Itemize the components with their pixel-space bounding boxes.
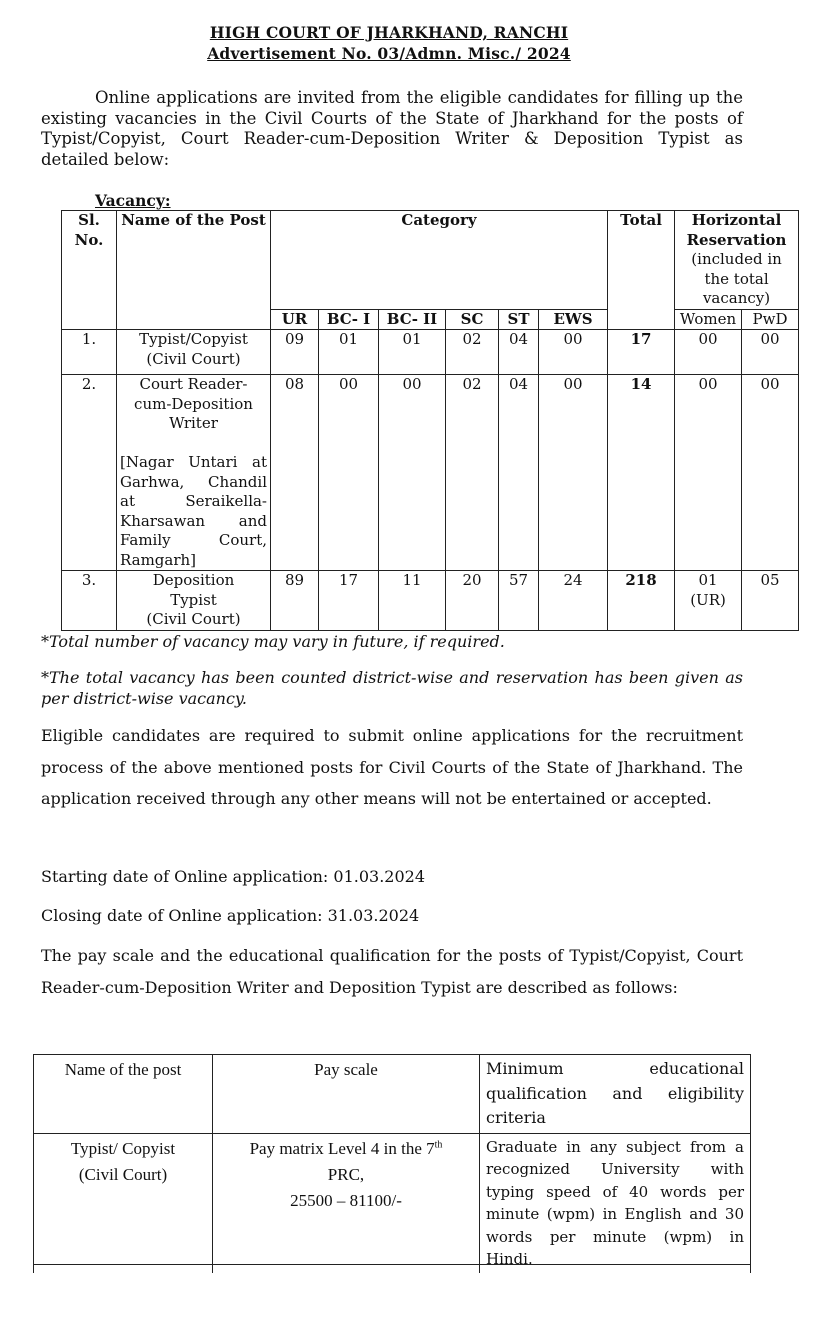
header-total: Total: [608, 211, 675, 330]
pay-scale-table: [33, 1054, 751, 1273]
header-post-name: Name of the Post: [117, 211, 271, 330]
cell-bc2: 11: [379, 571, 446, 631]
post-note-text: [Nagar Untari at Garhwa, Chandil at Seraikella-Kharsawan and Family Court,: [120, 453, 267, 549]
cell-ur: 09: [271, 330, 319, 375]
header-pwd: PwD: [742, 309, 799, 330]
pay-scale-range: 25500 – 81100/-: [290, 1190, 402, 1210]
post-note-last: Ramgarh]: [120, 550, 197, 569]
post-line: Typist: [170, 590, 217, 609]
cell-pwd: 05: [742, 571, 799, 631]
pay-scale-line: Pay matrix Level 4 in the 7: [249, 1138, 435, 1158]
table-row: [62, 375, 799, 571]
eligibility-paragraph: Eligible candidates are required to submit online applications for the recruitment process of the above mentioned posts for Civil Courts of the State of Jharkhand. The application received through any other means will not be entertained or accepted.: [41, 726, 743, 808]
table-row: [34, 1133, 751, 1273]
horizontal-reservation-title: Horizontal Reservation: [686, 211, 787, 249]
court-title: HIGH COURT OF JHARKHAND, RANCHI: [209, 23, 569, 42]
cell-pwd: 00: [742, 375, 799, 571]
header-category: Category: [271, 211, 608, 310]
vacancy-label: Vacancy:: [95, 191, 171, 210]
cell-bc1: 00: [319, 375, 379, 571]
header-sl-no: Sl. No.: [62, 211, 117, 330]
start-date: Starting date of Online application: 01.03.2024: [41, 867, 426, 886]
cell-total: 17: [608, 330, 675, 375]
cell-women: 00: [675, 330, 742, 375]
cell-bc2: 00: [379, 375, 446, 571]
pay-row-criteria: Graduate in any subject from a recognized University with typing speed of 40 words per minute (wpm) in English and 30 words per minute (wpm) in Hindi.: [480, 1133, 751, 1273]
row-sl: 1.: [62, 330, 117, 375]
category-bc2: BC- II: [379, 309, 446, 330]
post-line: Typist/Copyist: [139, 330, 248, 348]
row-sl: 2.: [62, 375, 117, 571]
cell-ur: 89: [271, 571, 319, 631]
pay-header-row: [34, 1055, 751, 1134]
table-row: [62, 330, 799, 375]
cell-total: 14: [608, 375, 675, 571]
cell-total: 218: [608, 571, 675, 631]
intro-paragraph: [41, 88, 743, 170]
header-horizontal-reservation: [675, 211, 799, 310]
note-district-wise: *The total vacancy has been counted district-wise and reservation has been given as per district-wise vacancy.: [41, 668, 743, 708]
cell-pwd: 00: [742, 330, 799, 375]
payscale-intro: The pay scale and the educational qualification for the posts of Typist/Copyist, Court Reader-cum-Deposition Writer and Deposition Typist are described as follows:: [41, 946, 743, 997]
vacancy-table: [61, 210, 799, 631]
header-women: Women: [675, 309, 742, 330]
post-line: (Civil Court): [146, 610, 241, 628]
vacancy-header-row: [62, 211, 799, 310]
horizontal-reservation-note: (included in the total vacancy): [691, 250, 782, 307]
cell-ews: 24: [539, 571, 608, 631]
women-value: 01: [698, 571, 718, 589]
pay-scale-sup: th: [434, 1138, 443, 1150]
cell-ews: 00: [539, 375, 608, 571]
cell-sc: 02: [446, 375, 499, 571]
table-bottom-rule: [33, 1264, 750, 1265]
category-ews: EWS: [539, 309, 608, 330]
cell-st: 04: [499, 375, 539, 571]
post-line: Writer: [169, 414, 218, 432]
pay-header-criteria: Minimum educational qualification and eligibility criteria: [480, 1055, 751, 1134]
cell-sc: 02: [446, 330, 499, 375]
category-bc1: BC- I: [319, 309, 379, 330]
pay-header-post: Name of the post: [34, 1055, 213, 1134]
category-sc: SC: [446, 309, 499, 330]
post-line: Court Reader-: [139, 375, 248, 393]
cell-women: [675, 571, 742, 631]
pay-post-line: (Civil Court): [78, 1164, 168, 1184]
category-st: ST: [499, 309, 539, 330]
post-line: cum-Deposition: [134, 394, 253, 413]
post-line: Deposition: [152, 571, 235, 589]
cell-st: 04: [499, 330, 539, 375]
cell-st: 57: [499, 571, 539, 631]
cell-ur: 08: [271, 375, 319, 571]
table-row: [62, 571, 799, 631]
cell-sc: 20: [446, 571, 499, 631]
post-locations-note: [120, 453, 267, 570]
cell-women: 00: [675, 375, 742, 571]
pay-scale-line: PRC,: [327, 1164, 365, 1184]
pay-post-line: Typist/ Copyist: [70, 1138, 176, 1158]
advertisement-number: Advertisement No. 03/Admn. Misc./ 2024: [207, 44, 571, 63]
intro-text: Online applications are invited from the eligible candidates for filling up the existing vacancies in the Civil Courts of the State of Jharkhand for the posts of Typist/Copyist, Court Reader-cum-Deposition Writer & Deposition Typist as detailed below:: [41, 88, 743, 169]
pay-row-scale: [213, 1133, 480, 1273]
cell-ews: 00: [539, 330, 608, 375]
row-post: [117, 571, 271, 631]
row-sl: 3.: [62, 571, 117, 631]
pay-row-post: [34, 1133, 213, 1273]
post-line: (Civil Court): [146, 349, 241, 368]
women-note: (UR): [690, 590, 726, 609]
row-post: [117, 375, 271, 571]
note-vacancy-vary: *Total number of vacancy may vary in future, if required.: [41, 632, 505, 651]
closing-date: Closing date of Online application: 31.03.2024: [41, 906, 420, 925]
cell-bc2: 01: [379, 330, 446, 375]
row-post: [117, 330, 271, 375]
cell-bc1: 01: [319, 330, 379, 375]
category-ur: UR: [271, 309, 319, 330]
pay-header-scale: Pay scale: [213, 1055, 480, 1134]
cell-bc1: 17: [319, 571, 379, 631]
